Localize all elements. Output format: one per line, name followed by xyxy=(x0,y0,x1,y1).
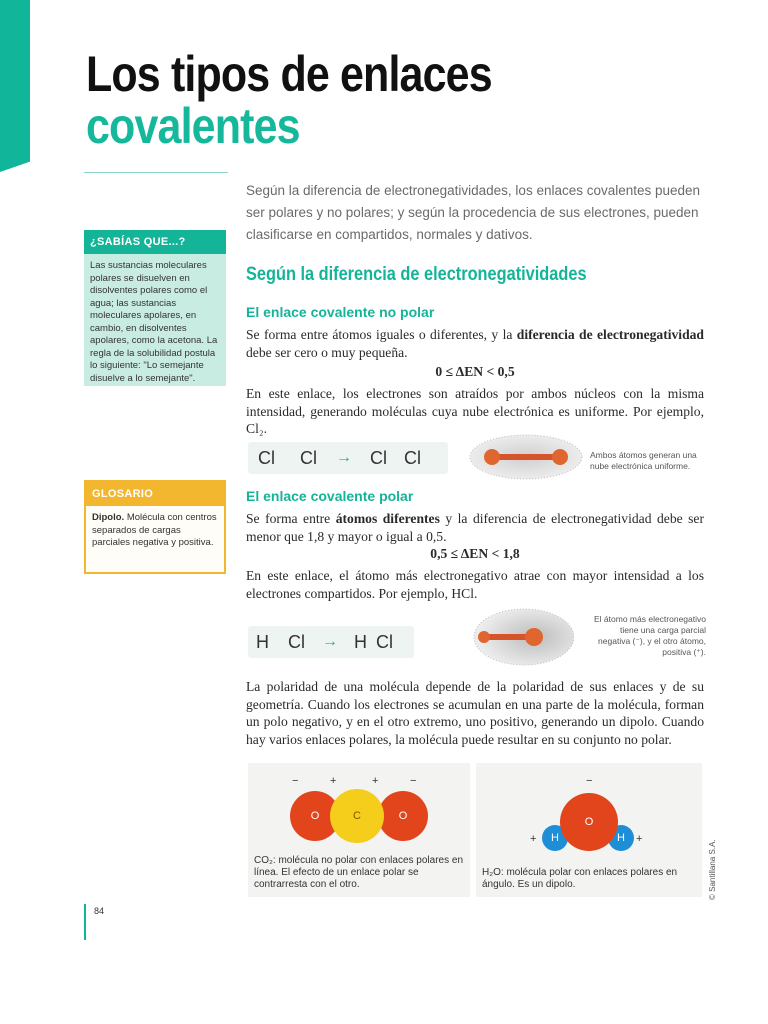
nonpolar-paragraph-1 xyxy=(246,326,704,361)
text-run-bold: diferencia de electronegatividad xyxy=(516,327,704,342)
nonpolar-formula: 0 ≤ ΔEN < 0,5 xyxy=(435,364,515,379)
charge-label: − xyxy=(586,775,593,787)
text-run: debe ser cero o muy pequeña. xyxy=(246,344,408,360)
lewis-cl-1: Cl xyxy=(258,448,275,468)
sabias-que-heading: ¿SABÍAS QUE...? xyxy=(84,230,226,254)
nonpolar-paragraph-2: En este enlace, los electrones son atraídos por ambos núcleos con la misma intensidad, generando moléculas cuya nube electrónica es uniforme. Por ejemplo, Cl₂. xyxy=(246,386,704,436)
charge-label: + xyxy=(330,775,337,787)
copyright-notice: © Santillana S.A. xyxy=(708,839,717,900)
hydrogen-atom: H xyxy=(542,825,568,851)
carbon-atom: C xyxy=(330,789,384,843)
charge-label: + xyxy=(372,775,379,787)
lewis-h-1: H xyxy=(256,632,269,652)
glosario-entry xyxy=(86,506,224,572)
sabias-que-text: Las sustancias moleculares polares se disuelven en disolventes polares como el agua; las sustancias moleculares apolares, en cambio, en disolventes apolares, como la acetona. La regla de la solubilidad postula lo siguiente: "Lo semejante disuelve a lo semejante". xyxy=(84,254,226,386)
co2-figure xyxy=(248,763,470,897)
charge-label: − xyxy=(292,775,299,787)
hydrogen-atom: H xyxy=(608,825,634,851)
polar-paragraph-2: En este enlace, el átomo más electronegativo atrae con mayor intensidad a los electrones compartidos. Por ejemplo, HCl. xyxy=(246,568,704,601)
oxygen-atom: O xyxy=(560,793,618,851)
reaction-arrow: → xyxy=(336,449,352,466)
oxygen-atom: O xyxy=(290,791,340,841)
charge-label: + xyxy=(530,833,537,845)
h2o-figure xyxy=(476,763,702,897)
cl2-lewis-structure xyxy=(248,442,448,474)
co2-caption: CO₂: molécula no polar con enlaces polares en línea. El efecto de un enlace polar se contrarresta con el otro. xyxy=(254,855,463,890)
page-number: 84 xyxy=(94,906,105,916)
intro-paragraph: Según la diferencia de electronegatividades, los enlaces covalentes pueden ser polares y no polares; y según la procedencia de sus electrones, pueden clasificarse en compartidos, normales y dativos. xyxy=(246,183,701,242)
folio-bar xyxy=(84,904,86,940)
text-run: y la diferencia de electronegatividad debe ser menor que 1,8 y mayor o igual a 0,5. xyxy=(246,511,704,544)
charge-label: − xyxy=(410,775,417,787)
text-run-bold: átomos diferentes xyxy=(335,511,440,526)
h2o-caption: H₂O: molécula polar con enlaces polares en ángulo. Es un dipolo. xyxy=(482,867,678,890)
nonpolar-heading: El enlace covalente no polar xyxy=(246,304,435,320)
lewis-cl-3: Cl xyxy=(370,448,387,468)
polar-paragraph-1 xyxy=(246,510,704,545)
hcl-lewis-structure xyxy=(248,626,414,658)
sabias-que-box xyxy=(84,230,226,386)
polar-heading: El enlace covalente polar xyxy=(246,488,414,504)
dipole-paragraph: La polaridad de una molécula depende de la polaridad de sus enlaces y de su geometría. Cuando los electrones se acumulan en una parte de la molécula, forman un polo negativo, y en el otro extremo, uno positivo, generando un dipolo. Cuando hay varios enlaces polares, la molécula puede resultar en su conjunto no polar. xyxy=(246,679,704,747)
text-run: Se forma entre átomos iguales o diferentes, y la xyxy=(246,327,517,342)
lewis-h-2: H xyxy=(354,632,367,652)
cl2-electron-cloud-image xyxy=(466,432,586,482)
glosario-box xyxy=(84,480,226,574)
reaction-arrow-2: → xyxy=(322,633,338,650)
page-title xyxy=(86,48,492,152)
title-line-2: covalentes xyxy=(86,98,300,154)
divider xyxy=(84,172,228,173)
charge-label: + xyxy=(636,833,643,845)
lewis-cl-4: Cl xyxy=(404,448,421,468)
title-line-1: Los tipos de enlaces xyxy=(86,46,492,102)
glosario-definition: Molécula con centros separados de cargas parciales negativa y positiva. xyxy=(92,512,217,548)
hcl-caption: El átomo más electronegativo tiene una carga parcial negativa (⁻), y el otro átomo, positiva (⁺). xyxy=(594,614,706,657)
page-tab-decoration xyxy=(0,0,30,172)
polar-formula: 0,5 ≤ ΔEN < 1,8 xyxy=(430,546,520,561)
hcl-electron-cloud-image xyxy=(464,606,574,668)
lewis-cl-6: Cl xyxy=(376,632,393,652)
lewis-cl-5: Cl xyxy=(288,632,305,652)
cl2-caption: Ambos átomos generan una nube electrónica uniforme. xyxy=(590,450,697,471)
glosario-heading: GLOSARIO xyxy=(86,482,224,506)
section-heading: Según la diferencia de electronegatividades xyxy=(246,264,587,285)
text-run: Se forma entre xyxy=(246,511,336,526)
oxygen-atom: O xyxy=(378,791,428,841)
lewis-cl-2: Cl xyxy=(300,448,317,468)
glosario-term: Dipolo. xyxy=(92,512,125,523)
